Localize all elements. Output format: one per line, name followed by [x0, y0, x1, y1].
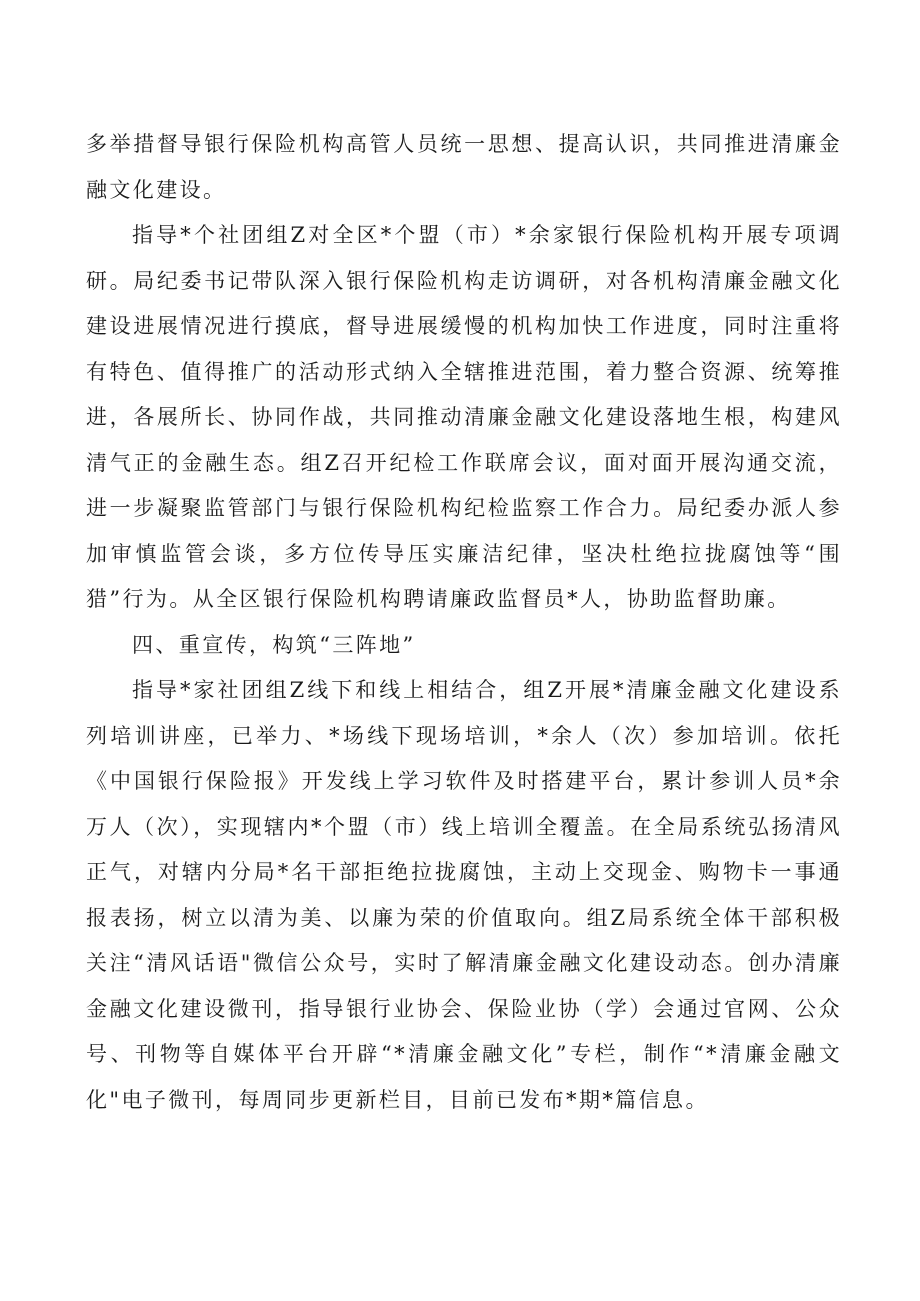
paragraph-research: 指导*个社团组Z对全区*个盟（市）*余家银行保险机构开展专项调研。局纪委书记带队深入银行保险机构走访调研，对各机构清廉金融文化建设进展情况进行摸底，督导进展缓慢的机构加快工作进度，同时注重将有特色、值得推广的活动形式纳入全辖推进范围，着力整合资源、统筹推进，各展所长、协同作战，共同推动清廉金融文化建设落地生根，构建风清气正的金融生态。组Z召开纪检工作联席会议，面对面开展沟通交流，进一步凝聚监管部门与银行保险机构纪检监察工作合力。局纪委办派人参加审慎监管会谈，多方位传导压实廉洁纪律，坚决杜绝拉拢腐蚀等“围猎”行为。从全区银行保险机构聘请廉政监督员*人，协助监督助廉。: [86, 223, 842, 611]
paragraph-continued: 多举措督导银行保险机构高管人员统一思想、提高认识，共同推进清廉金融文化建设。: [86, 132, 842, 202]
paragraph-publicity: 指导*家社团组Z线下和线上相结合，组Z开展*清廉金融文化建设系列培训讲座，已举力、*场线下现场培训，*余人（次）参加培训。依托《中国银行保险报》开发线上学习软件及时搭建平台，累计参训人员*余万人（次），实现辖内*个盟（市）线上培训全覆盖。在全局系统弘扬清风正气，对辖内分局*名干部拒绝拉拢腐蚀，主动上交现金、购物卡一事通报表扬，树立以清为美、以廉为荣的价值取向。组Z局系统全体干部积极关注“清风话语"微信公众号，实时了解清廉金融文化建设动态。创办清廉金融文化建设微刊，指导银行业协会、保险业协（学）会通过官网、公众号、刊物等自媒体平台开辟“*清廉金融文化”专栏，制作“*清廉金融文化"电子微刊，每周同步更新栏目，目前已发布*期*篇信息。: [86, 678, 842, 1112]
section-heading-four: 四、重宣传，构筑“三阵地”: [132, 632, 416, 657]
document-body: [86, 122, 842, 1123]
